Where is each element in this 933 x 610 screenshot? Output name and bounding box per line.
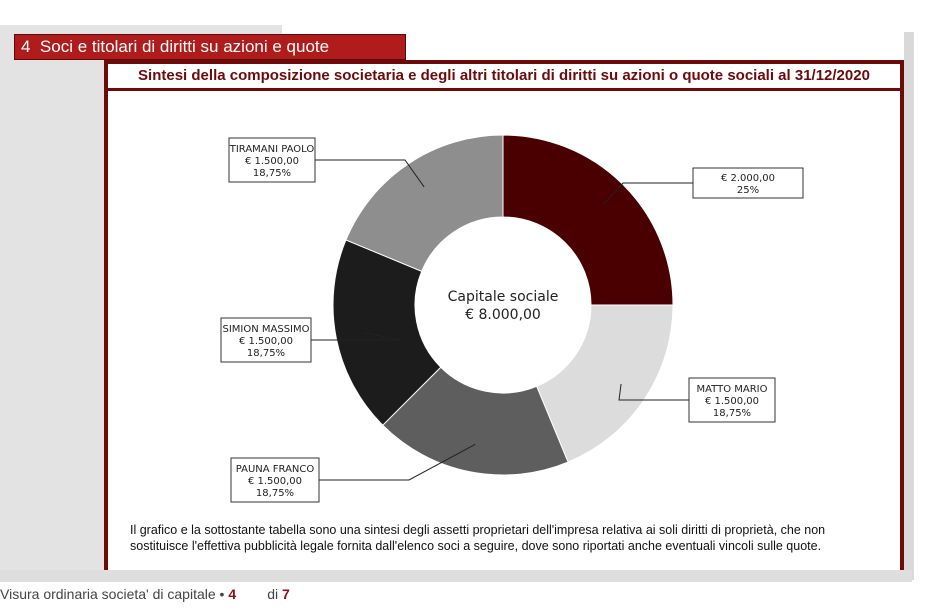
- slice-label-name: SIMION MASSIMO: [222, 324, 310, 335]
- footer-page-number: 4: [228, 586, 237, 602]
- slice-label-percent: 25%: [736, 185, 760, 196]
- footer-of: di: [267, 586, 279, 602]
- chart-area: [121, 100, 881, 518]
- slice-label-name: PAUNA FRANCO: [235, 464, 315, 475]
- section-title: Soci e titolari di diritti su azioni e quote: [39, 37, 330, 56]
- slice-label-amount: € 1.500,00: [704, 396, 760, 407]
- section-number: 4: [21, 37, 31, 56]
- slice-label-amount: € 1.500,00: [247, 476, 303, 487]
- slice-label-percent: 18,75%: [252, 168, 292, 179]
- slice-label-name: MATTO MARIO: [696, 384, 768, 395]
- donut-slice: [503, 135, 673, 305]
- chart-frame-title: Sintesi della composizione societaria e degli altri titolari di diritti su azioni o quote sociali al 31/12/2020: [108, 64, 900, 91]
- slice-label-amount: € 1.500,00: [244, 156, 300, 167]
- slice-label-amount: € 2.000,00: [720, 173, 776, 184]
- slice-label-amount: € 1.500,00: [238, 336, 294, 347]
- page-footer: [0, 586, 290, 602]
- footer-doc-name: Visura ordinaria societa' di capitale •: [0, 586, 225, 602]
- donut-chart: [121, 100, 881, 518]
- donut-center-value: € 8.000,00: [465, 307, 541, 323]
- section-header: [14, 34, 406, 60]
- footer-total-pages: 7: [282, 586, 290, 602]
- donut-center-label: Capitale sociale: [447, 289, 559, 305]
- page-background-right: [904, 32, 914, 580]
- slice-label-percent: 18,75%: [246, 348, 286, 359]
- slice-label-name: TIRAMANI PAOLO: [229, 144, 315, 155]
- slice-label-percent: 18,75%: [255, 488, 295, 499]
- slice-label-percent: 18,75%: [712, 408, 752, 419]
- page-background-bottom: [0, 570, 912, 582]
- disclaimer-text: Il grafico e la sottostante tabella sono una sintesi degli assetti proprietari dell'impresa relativa ai soli diritti di proprietà, che non sostituisce l'effettiva pubblicità legale fornita dall'elenco soci a seguire, dove sono riportati anche eventuali vincoli sulle quote.: [130, 523, 826, 553]
